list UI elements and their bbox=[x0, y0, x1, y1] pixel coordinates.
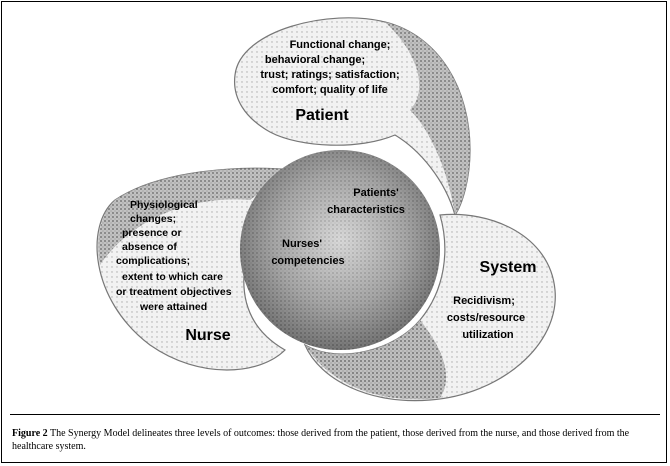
nurse-title: Nurse bbox=[185, 327, 231, 344]
patient-outcome-line: trust; ratings; satisfaction; bbox=[260, 69, 400, 81]
nurse-competencies-label: competencies bbox=[271, 255, 345, 267]
system-title: System bbox=[479, 259, 537, 276]
patient-outcome-line: comfort; quality of life bbox=[272, 84, 388, 96]
nurse-outcome-line: presence or bbox=[122, 227, 182, 239]
nurse-outcome-line: were attained bbox=[140, 301, 208, 313]
caption-label: Figure 2 bbox=[12, 428, 48, 439]
system-outcome-line: utilization bbox=[462, 329, 514, 341]
nurse-competencies-label: Nurses' bbox=[282, 238, 322, 250]
patient-characteristics-label: characteristics bbox=[327, 204, 405, 216]
figure-caption bbox=[12, 428, 660, 453]
patient-outcome-line: Functional change; bbox=[289, 39, 391, 51]
patient-title: Patient bbox=[295, 107, 349, 124]
nurse-outcome-line: changes; bbox=[130, 213, 177, 225]
nurse-outcome-line: or treatment objectives bbox=[116, 286, 232, 298]
caption-text: The Synergy Model delineates three levels of outcomes: those derived from the patient, those derived from the nurse, and those derived from the healthcare system. bbox=[12, 428, 630, 452]
patient-outcome-line: behavioral change; bbox=[264, 54, 366, 66]
nurse-outcome-line: Physiological bbox=[130, 199, 198, 211]
system-outcome-line: costs/resource bbox=[446, 312, 526, 324]
caption-divider bbox=[10, 414, 660, 415]
nurse-outcome-line: absence of bbox=[122, 241, 177, 253]
patient-characteristics-label: Patients' bbox=[353, 187, 399, 199]
nurse-outcome-line: complications; bbox=[116, 255, 191, 267]
nurse-outcome-line: extent to which care bbox=[122, 271, 223, 283]
system-outcome-line: Recidivism; bbox=[453, 295, 515, 307]
